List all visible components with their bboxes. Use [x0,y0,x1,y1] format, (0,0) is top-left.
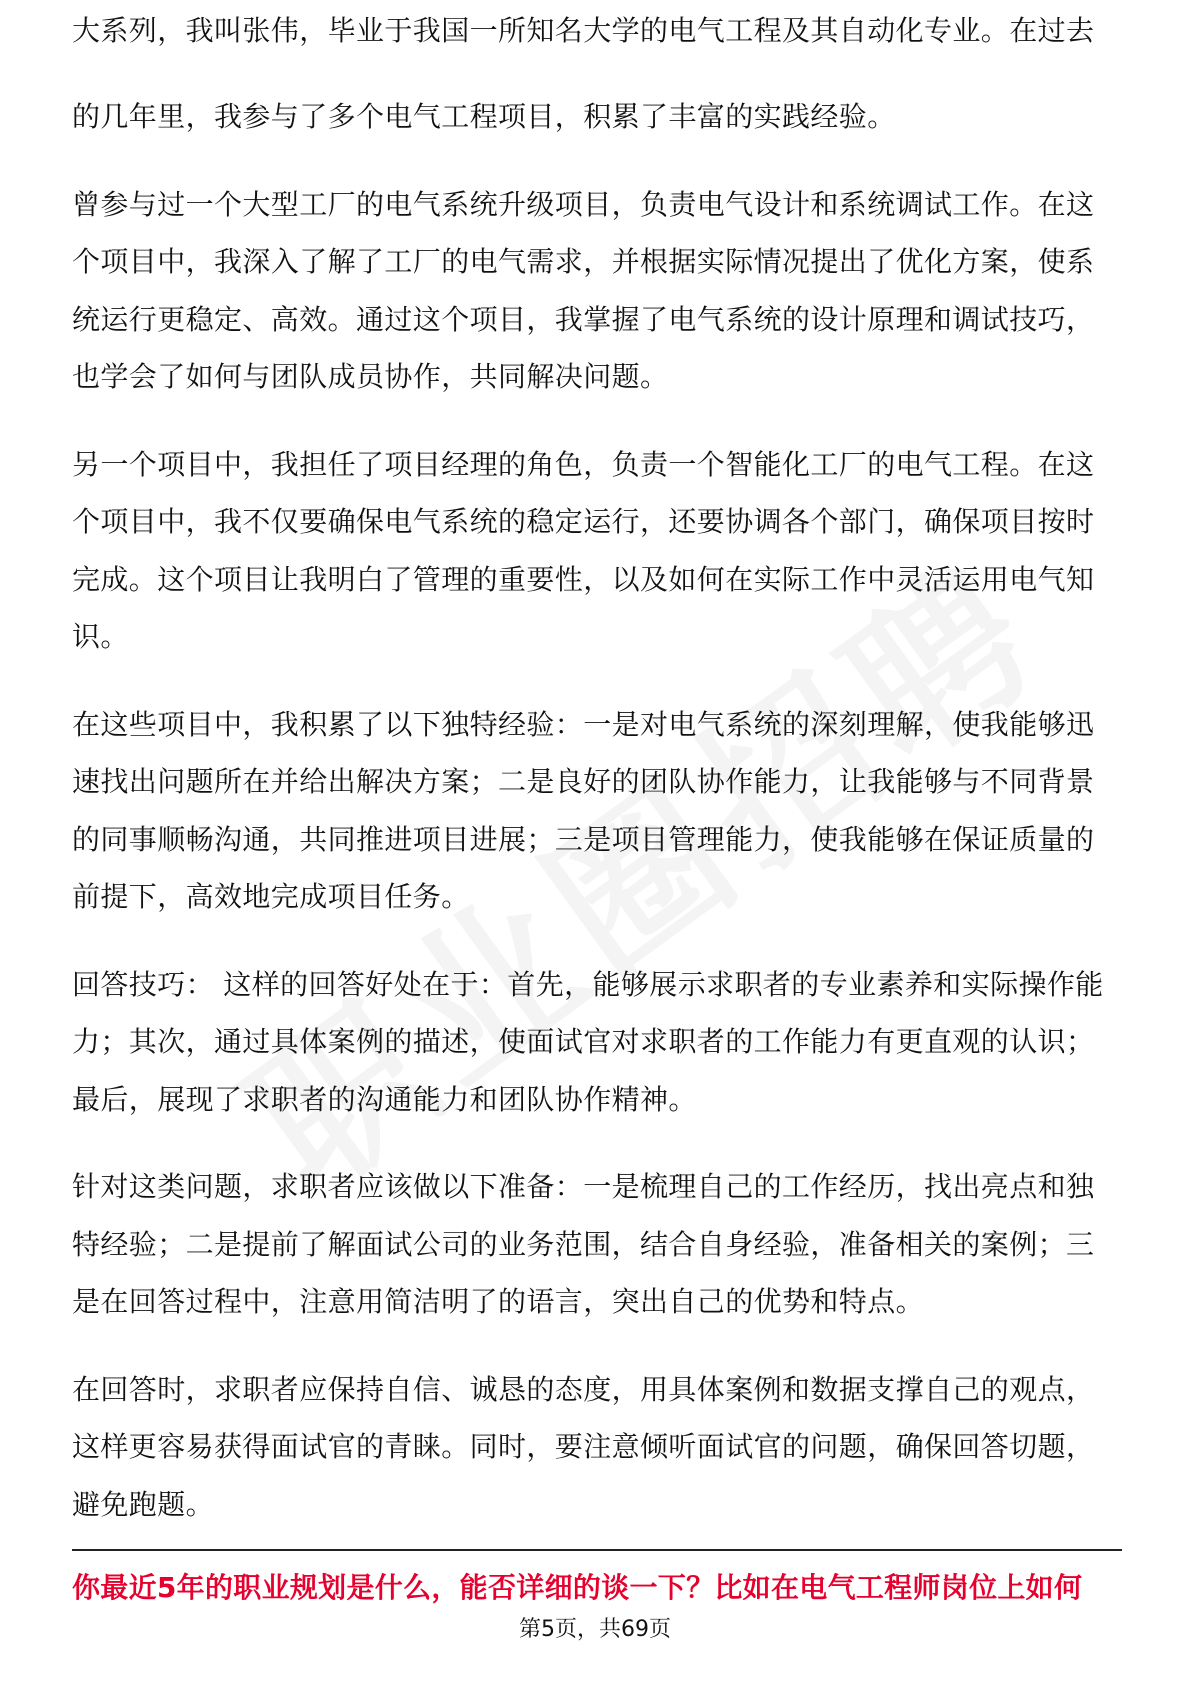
document-body [72,14,1122,1563]
paragraph-intro-end: 的几年里，我参与了多个电气工程项目，积累了丰富的实践经验。 [72,100,896,133]
paragraph-answer-tips: 回答技巧： 这样的回答好处在于：首先，能够展示求职者的专业素养和实际操作能力；其次，通过具体案例的描述，使面试官对求职者的工作能力有更直观的认识；最后，展现了求职者的沟通能力和团队协作精神。 [72,967,1104,1116]
paragraph-preparation: 针对这类问题，求职者应该做以下准备：一是梳理自己的工作经历，找出亮点和独特经验；二是提前了解面试公司的业务范围，结合自身经验，准备相关的案例；三是在回答过程中，注意用简洁明了的语言，突出自己的优势和特点。 [72,1170,1095,1318]
paragraph-project-upgrade: 曾参与过一个大型工厂的电气系统升级项目，负责电气设计和系统调试工作。在这个项目中，我深入了解了工厂的电气需求，并根据实际情况提出了优化方案，使系统运行更稳定、高效。通过这个项目，我掌握了电气系统的设计原理和调试技巧，也学会了如何与团队成员协作，共同解决问题。 [72,187,1095,393]
section-divider [72,1549,1122,1551]
paragraph-attitude: 在回答时，求职者应保持自信、诚恳的态度，用具体案例和数据支撑自己的观点，这样更容易获得面试官的青睐。同时，要注意倾听面试官的问题，确保回答切题，避免跑题。 [72,1372,1095,1521]
page-number-footer: 第5页，共69页 [519,1617,671,1642]
paragraph-unique-experience: 在这些项目中，我积累了以下独特经验：一是对电气系统的深刻理解，使我能够迅速找出问题所在并给出解决方案；二是良好的团队协作能力，让我能够与不同背景的同事顺畅沟通，共同推进项目进展；三是项目管理能力，使我能够在保证质量的前提下，高效地完成项目任务。 [72,707,1095,913]
partial-top-line [72,14,1122,58]
paragraph-project-manager: 另一个项目中，我担任了项目经理的角色，负责一个智能化工厂的电气工程。在这个项目中，我不仅要确保电气系统的稳定运行，还要协调各个部门，确保项目按时完成。这个项目让我明白了管理的重要性，以及如何在实际工作中灵活运用电气知识。 [72,447,1095,653]
partial-top-line-text: 大系列，我叫张伟，毕业于我国一所知名大学的电气工程及其自动化专业。在过去 [72,14,1095,47]
next-question-heading: 你最近5年的职业规划是什么，能否详细的谈一下？比如在电气工程师岗位上如何 [72,1571,1083,1604]
